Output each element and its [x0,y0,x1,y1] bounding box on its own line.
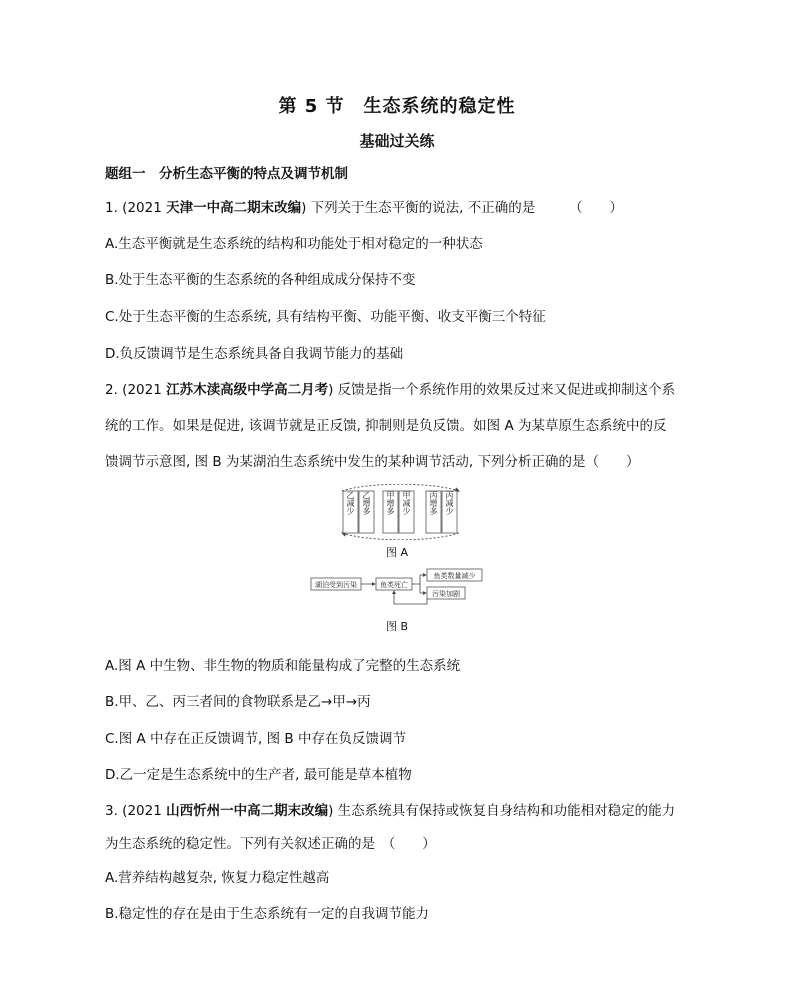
q2-option-a: A.图 A 中生物、非生物的物质和能量构成了完整的生态系统 [105,658,461,674]
figure-b-diagram [310,566,485,606]
q1-option-b: B.处于生态平衡的生态系统的各种组成成分保持不变 [105,272,416,288]
arrow-fish-to-pollution [420,584,426,593]
q1-stem: 1. (2021 天津一中高二期末改编) 下列关于生态平衡的说法, 不正确的是 （ ） [105,200,623,216]
feedback-arrow-top [342,484,459,491]
q2-stem: 2. (2021 江苏木渎高级中学高二月考) 反馈是指一个系统作用的效果反过来又促进或抑制这个系 [105,382,676,398]
q1-option-c: C.处于生态平衡的生态系统, 具有结构平衡、功能平衡、收支平衡三个特征 [105,309,546,325]
box-bing-increase-label: 丙增多 [429,491,438,515]
q2-option-b: B.甲、乙、丙三者间的食物联系是乙→甲→丙 [105,694,371,710]
box-yi-increase-label: 乙增多 [362,491,371,515]
q2-source: 江苏木渎高级中学高二月考 [166,382,329,398]
q3-option-b: B.稳定性的存在是由于生态系统有一定的自我调节能力 [105,906,430,922]
q2-option-c: C.图 A 中存在正反馈调节, 图 B 中存在负反馈调节 [105,731,406,747]
figure-b-caption: 图 B [385,620,409,633]
q3-source: 山西忻州一中高二期末改编 [166,803,329,819]
figure-a-diagram [338,484,463,540]
figure-a-caption: 图 A [385,546,409,559]
box-lake-polluted-label: 湖泊受到污染 [315,581,357,589]
q2-stem-line2: 统的工作。如果是促进, 该调节就是正反馈, 抑制则是负反馈。如图 A 为某草原生态系统中的反 [105,418,667,434]
box-yi-decrease-label: 乙减少 [346,491,355,515]
box-jia-decrease-label: 甲减少 [402,491,411,515]
question-group-heading: 题组一 分析生态平衡的特点及调节机制 [105,166,348,182]
q1-option-a: A.生态平衡就是生态系统的结构和功能处于相对稳定的一种状态 [105,236,483,252]
arrow-fish-to-decrease [412,575,426,584]
q3-option-a: A.营养结构越复杂, 恢复力稳定性越高 [105,870,330,886]
section-subtitle: 基础过关练 [359,132,435,150]
q1-source: 天津一中高二期末改编 [166,200,302,216]
page-title: 第 5 节 生态系统的稳定性 [278,96,516,117]
q2-stem-line3: 馈调节示意图, 图 B 为某湖泊生态系统中发生的某种调节活动, 下列分析正确的是（ ） [105,454,640,470]
q1-option-d: D.负反馈调节是生态系统具备自我调节能力的基础 [105,346,404,362]
box-fish-decrease-label: 鱼类数量减少 [433,572,476,580]
q3-stem-line2: 为生态系统的稳定性。下列有关叙述正确的是 （ ） [105,836,436,852]
box-bing-decrease-label: 丙减少 [445,491,454,515]
box-jia-increase-label: 甲增多 [386,491,395,515]
feedback-arrow-bottom [342,533,459,540]
q2-option-d: D.乙一定是生态系统中的生产者, 最可能是草本植物 [105,767,412,783]
box-pollution-worse-label: 污染加剧 [432,590,460,598]
q3-stem: 3. (2021 山西忻州一中高二期末改编) 生态系统具有保持或恢复自身结构和功能相对稳定的能力 [105,803,676,819]
box-fish-death-label: 鱼类死亡 [380,581,408,589]
